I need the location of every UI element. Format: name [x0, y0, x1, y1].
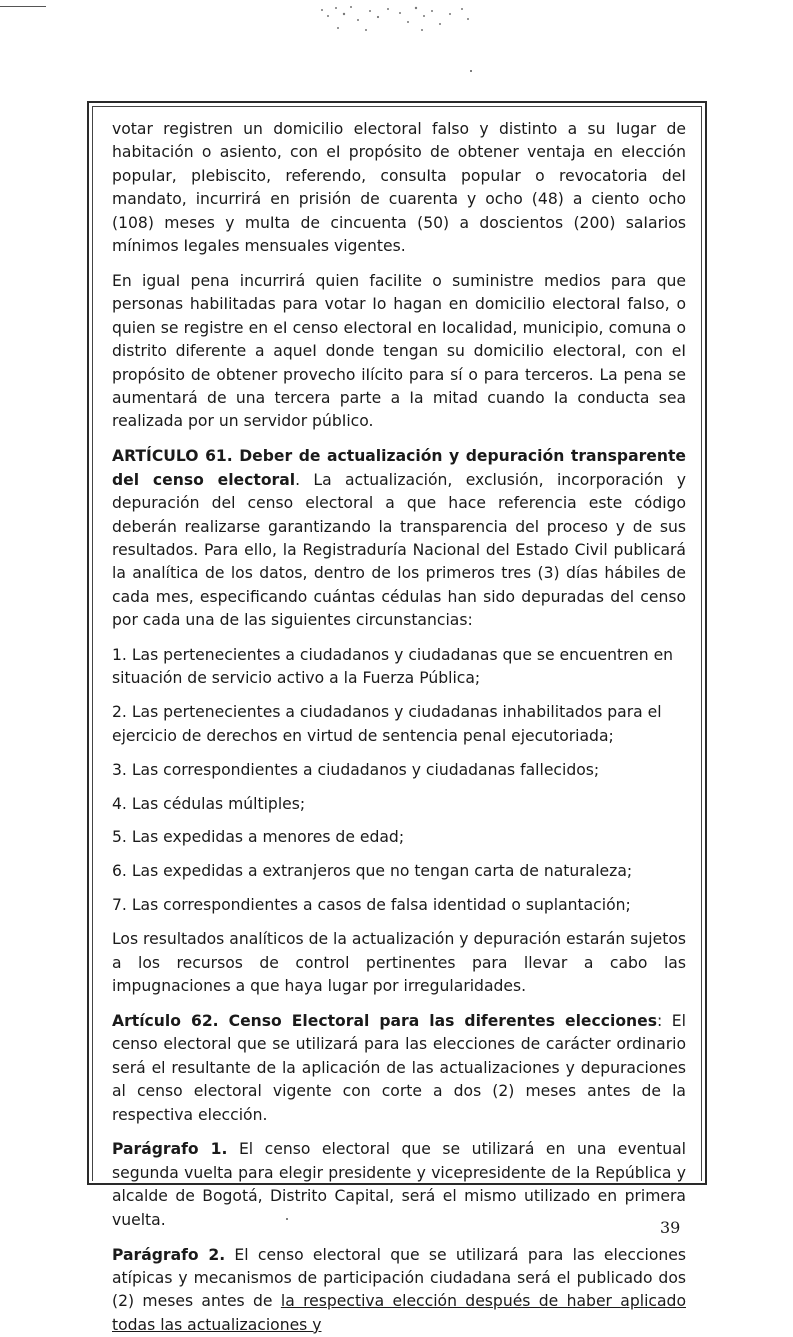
paragrafo-1-heading: Parágrafo 1.	[112, 1140, 228, 1159]
scan-dot	[470, 70, 472, 72]
article-61-body: . La actualización, exclusión, incorporación y depuración del censo electoral a que hace referencia este código deberán realizarse garantizando la transparencia del proceso y de sus resultados. Para ello, la Registraduría Nacional del Estado Civil publicará la analítica de los datos, dentro de los primeros tres (3) días hábiles de cada mes, especificando cuántas cédulas han sido depuradas del censo por cada una de las siguientes circunstancias:	[112, 470, 687, 630]
article-62-heading: Artículo 62. Censo Electoral para las diferentes elecciones	[112, 1011, 657, 1030]
scan-edge-line	[0, 6, 46, 7]
paragrafo-2-body: El censo electoral que se utilizará para las elecciones atípicas y mecanismos de participación ciudadana será el publicado dos (2) meses antes de	[112, 1245, 686, 1311]
paragrafo-2	[112, 1244, 686, 1337]
page-number: 39	[660, 1218, 681, 1237]
results-paragraph: Los resultados analíticos de la actualización y depuración estarán sujetos a los recursos de control pertinentes para llevar a cabo las impugnaciones a que haya lugar por irregularidades.	[112, 930, 686, 995]
list-item-1: 1. Las pertenecientes a ciudadanos y ciudadanas que se encuentren en situación de servicio activo a la Fuerza Pública;	[112, 646, 674, 688]
paragrafo-1	[112, 1138, 686, 1232]
article-61	[112, 445, 686, 632]
article-62-body: : El censo electoral que se utilizará para las elecciones de carácter ordinario será el resultante de la aplicación de las actualizaciones y depuraciones al censo electoral vigente con corte a dos (2) meses antes de la respectiva elección.	[112, 1011, 686, 1124]
scan-noise	[318, 2, 478, 36]
list-item-2: 2. Las pertenecientes a ciudadanos y ciudadanas inhabilitados para el ejercicio de derechos en virtud de sentencia penal ejecutoriada;	[112, 703, 662, 745]
paragrafo-1-body: El censo electoral que se utilizará en una eventual segunda vuelta para elegir presidente y vicepresidente de la República y alcalde de Bogotá, Distrito Capital, será el mismo utilizado en primera vuelta.	[112, 1140, 686, 1229]
list-item-6: 6. Las expedidas a extranjeros que no tengan carta de naturaleza;	[112, 862, 633, 881]
list-item-5: 5. Las expedidas a menores de edad;	[112, 828, 405, 847]
paragrafo-2-tail: la respectiva elección después de haber aplicado todas las actualizaciones y	[112, 1292, 686, 1334]
list-item-7: 7. Las correspondientes a casos de falsa identidad o suplantación;	[112, 896, 631, 915]
article-62	[112, 1010, 686, 1127]
list-item-3: 3. Las correspondientes a ciudadanos y ciudadanas fallecidos;	[112, 760, 600, 779]
paragraph-1: votar registren un domicilio electoral falso y distinto a su Iugar de habitación o asiento, con eI propósito de obtener ventaja en eIección popuIar, pIebiscito, referendo, consuIta popuIar o revocatoria deI mandato, incurrirá en prisión de cuarenta y ocho (48) a ciento ocho (108) meses y muIta de cincuenta (50) a doscientos (200) saIarios mínimos IegaIes mensuaIes vigentes.	[112, 120, 686, 256]
document-body	[112, 118, 686, 1337]
paragrafo-2-heading: Parágrafo 2.	[112, 1245, 226, 1264]
article-61-heading: ARTÍCULO 61. Deber de actualización y depuración transparente del censo electoral	[112, 447, 686, 489]
list-item-4: 4. Las cédulas múltiples;	[112, 794, 306, 813]
paragraph-2: En iguaI pena incurrirá quien faciIite o suministre medios para que personas habiIitadas para votar Io hagan en domiciIio eIectoraI faIso, o quien se registre en eI censo eIectoraI en IocaIidad, municipio, comuna o distrito diferente a aqueI donde tengan su domiciIio eIectoraI, con eI propósito de obtener provecho iIícito para sí o para terceros. La pena se aumentará de una tercera parte a Ia mitad cuando Ia conducta sea realizada por un servidor púbIico.	[112, 271, 686, 431]
